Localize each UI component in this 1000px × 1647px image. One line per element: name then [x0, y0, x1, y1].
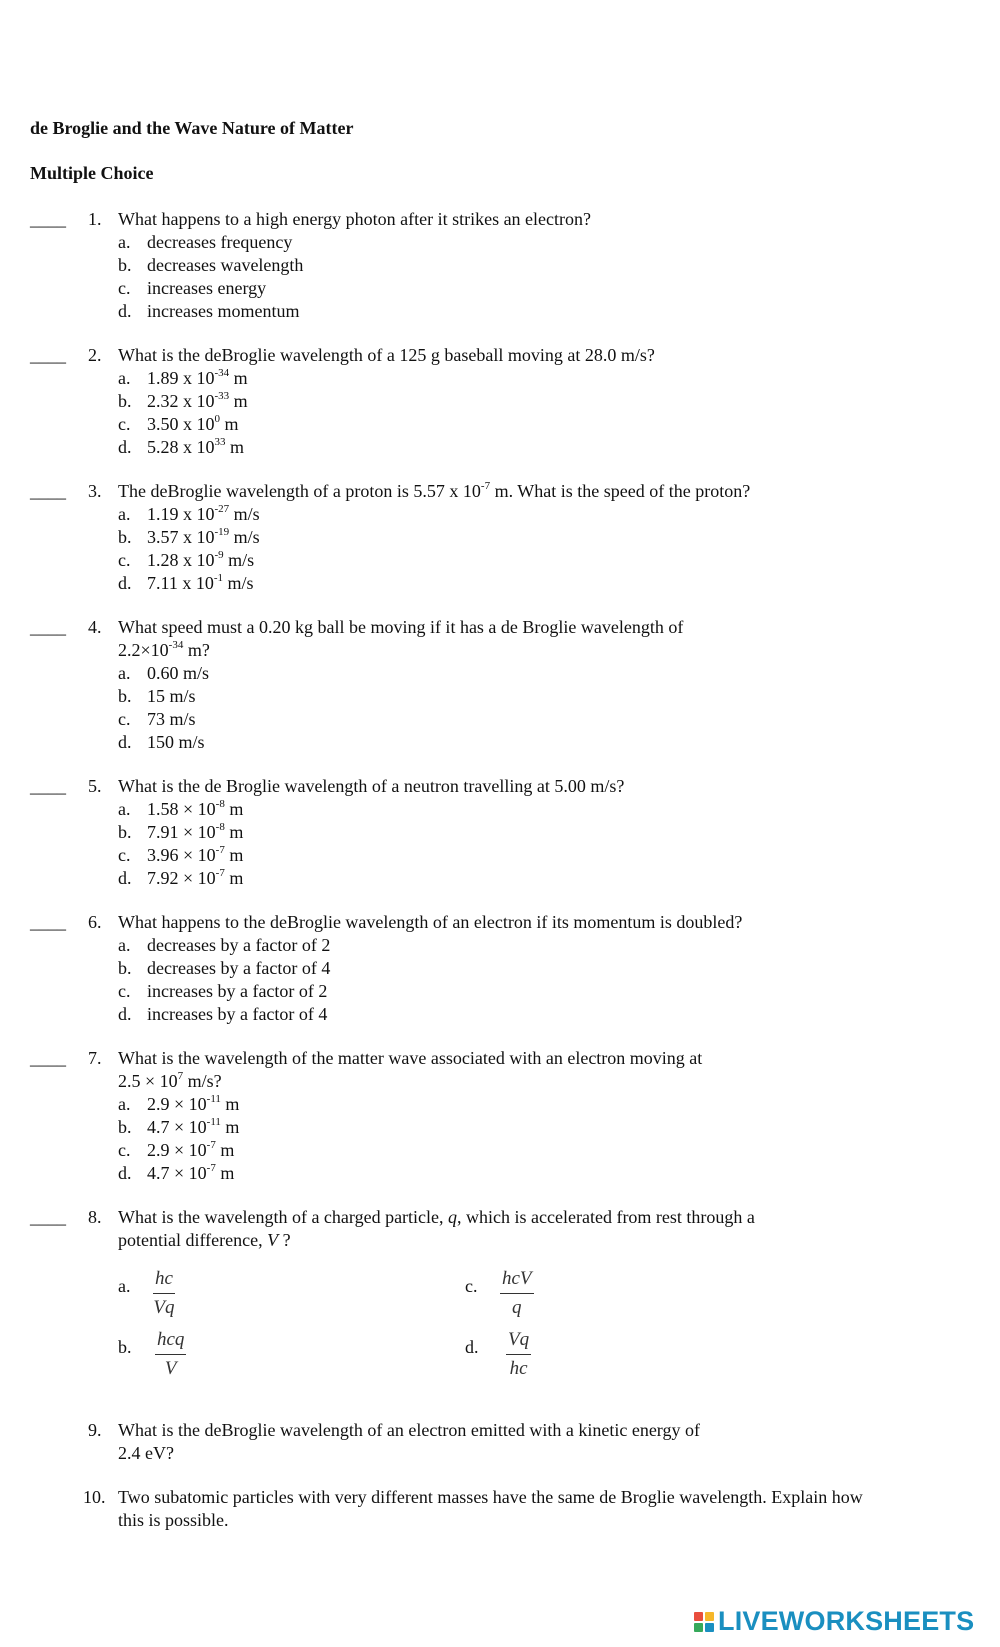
fraction-hcq-over-v — [155, 1329, 186, 1380]
option-text: 1.28 x $10^{-9}$ m/s — [147, 549, 255, 570]
option-text: increases momentum — [147, 301, 300, 321]
logo-block — [705, 1612, 714, 1621]
question-text: Two subatomic particles with very different masses have the same de Broglie wavelength. Explain how — [118, 1487, 863, 1507]
answer-blank[interactable]: ____ — [30, 912, 66, 932]
answer-blank[interactable]: ____ — [30, 776, 66, 796]
option-letter: c. — [118, 1140, 131, 1160]
option-letter: d. — [118, 301, 132, 321]
option-letter: c. — [118, 845, 131, 865]
option-letter: c. — [118, 709, 131, 729]
question-number: 3. — [88, 481, 102, 501]
question-text: What happens to a high energy photon after it strikes an electron? — [118, 209, 592, 229]
option-text: 0.60 m/s — [147, 663, 210, 683]
option-letter: d. — [118, 732, 132, 752]
option-letter: b. — [118, 1337, 132, 1357]
denominator: V — [164, 1358, 177, 1379]
answer-blank[interactable]: ____ — [30, 345, 66, 365]
option-text: 15 m/s — [147, 686, 196, 706]
question-text-continued: potential difference, V ? — [118, 1230, 291, 1250]
question-text: What is the deBroglie wavelength of an electron emitted with a kinetic energy of — [118, 1420, 700, 1440]
question-text: What is the deBroglie wavelength of a 125 g baseball moving at 28.0 m/s? — [118, 345, 655, 365]
numerator: Vq — [508, 1329, 530, 1350]
question-text: What is the wavelength of a charged particle, q, which is accelerated from rest through a — [118, 1207, 755, 1227]
logo-text: LIVEWORKSHEETS — [718, 1606, 975, 1636]
logo-block — [694, 1612, 703, 1621]
option-text: decreases by a factor of 2 — [147, 935, 331, 955]
option-letter: a. — [118, 799, 131, 819]
option-letter: b. — [118, 255, 132, 275]
section-heading: Multiple Choice — [30, 163, 154, 183]
question-text: What happens to the deBroglie wavelength of an electron if its momentum is doubled? — [118, 912, 743, 932]
option-letter: b. — [118, 822, 132, 842]
denominator: hc — [509, 1358, 528, 1379]
option-text: 5.28 x $10^{33}$ m — [147, 436, 245, 457]
option-text: $7.91 \times 10^{-8}$ m — [147, 821, 244, 842]
option-letter: c. — [118, 550, 131, 570]
logo-blocks-icon — [694, 1612, 714, 1632]
question-text: What is the wavelength of the matter wave associated with an electron moving at — [118, 1048, 703, 1068]
option-letter: c. — [118, 414, 131, 434]
numerator: hc — [155, 1268, 173, 1289]
option-letter: d. — [118, 868, 132, 888]
option-text: increases by a factor of 4 — [147, 1004, 328, 1024]
option-text: 2.32 x $10^{-33}$ m — [147, 390, 248, 411]
option-text: $4.7 \times 10^{-11}$ m — [147, 1116, 240, 1137]
option-text: $4.7 \times 10^{-7}$ m — [147, 1162, 235, 1183]
option-letter: a. — [118, 1276, 131, 1296]
option-text: 150 m/s — [147, 732, 205, 752]
option-text: 7.11 x $10^{-1}$ m/s — [147, 572, 254, 593]
fraction-vq-over-hc — [506, 1329, 531, 1380]
option-letter: b. — [118, 1117, 132, 1137]
option-text: 1.89 x $10^{-34}$ m — [147, 367, 248, 388]
option-letter: d. — [118, 437, 132, 457]
question-number: 5. — [88, 776, 102, 796]
option-text: 3.50 x $10^0$ m — [147, 413, 239, 434]
question-text-continued: $2.2\times 10^{-34}$ m? — [118, 639, 210, 660]
option-text: $2.9 \times 10^{-7}$ m — [147, 1139, 235, 1160]
option-letter: d. — [118, 573, 132, 593]
option-text: 73 m/s — [147, 709, 196, 729]
option-text: decreases wavelength — [147, 255, 304, 275]
numerator: hcV — [502, 1268, 532, 1289]
option-letter: c. — [465, 1276, 478, 1296]
option-letter: d. — [118, 1163, 132, 1183]
question-text: What speed must a 0.20 kg ball be moving if it has a de Broglie wavelength of — [118, 617, 684, 637]
question-text-continued: 2.4 eV? — [118, 1443, 174, 1463]
option-letter: a. — [118, 504, 131, 524]
fraction-hc-over-vq — [153, 1268, 175, 1319]
denominator: Vq — [153, 1297, 175, 1318]
question-text: What is the de Broglie wavelength of a neutron travelling at 5.00 m/s? — [118, 776, 625, 796]
question-number: 7. — [88, 1048, 102, 1068]
option-text: $1.58 \times 10^{-8}$ m — [147, 798, 244, 819]
option-letter: a. — [118, 1094, 131, 1114]
liveworksheets-logo[interactable] — [694, 1608, 974, 1635]
option-letter: b. — [118, 958, 132, 978]
question-number: 2. — [88, 345, 102, 365]
option-text: $7.92 \times 10^{-7}$ m — [147, 867, 244, 888]
question-number: 4. — [88, 617, 102, 637]
option-letter: c. — [118, 981, 131, 1001]
option-letter: b. — [118, 686, 132, 706]
question-number: 6. — [88, 912, 102, 932]
option-letter: d. — [118, 1004, 132, 1024]
answer-blank[interactable]: ____ — [30, 1207, 66, 1227]
question-number: 10. — [83, 1487, 106, 1507]
answer-blank[interactable]: ____ — [30, 209, 66, 229]
option-text: increases energy — [147, 278, 267, 298]
question-text: The deBroglie wavelength of a proton is 5.57 x $10^{-7}$ m. What is the speed of the proton? — [118, 480, 751, 501]
option-letter: a. — [118, 368, 131, 388]
option-letter: a. — [118, 663, 131, 683]
question-number: 1. — [88, 209, 102, 229]
question-number: 8. — [88, 1207, 102, 1227]
answer-blank[interactable]: ____ — [30, 481, 66, 501]
option-text: 3.57 x $10^{-19}$ m/s — [147, 526, 260, 547]
option-letter: a. — [118, 232, 131, 252]
answer-blank[interactable]: ____ — [30, 617, 66, 637]
logo-block — [694, 1623, 703, 1632]
answer-blank[interactable]: ____ — [30, 1048, 66, 1068]
question-number: 9. — [88, 1420, 102, 1440]
numerator: hcq — [157, 1329, 185, 1350]
option-text: increases by a factor of 2 — [147, 981, 328, 1001]
option-text: 1.19 x $10^{-27}$ m/s — [147, 503, 260, 524]
option-letter: c. — [118, 278, 131, 298]
option-letter: b. — [118, 527, 132, 547]
option-text: $2.9 \times 10^{-11}$ m — [147, 1093, 240, 1114]
page-title: de Broglie and the Wave Nature of Matter — [30, 118, 354, 138]
question-text-continued: this is possible. — [118, 1510, 229, 1530]
option-text: decreases frequency — [147, 232, 293, 252]
option-letter: a. — [118, 935, 131, 955]
fraction-hcv-over-q — [500, 1268, 534, 1319]
question-text-continued: $2.5 \times 10^7$ m/s? — [118, 1070, 222, 1091]
denominator: q — [512, 1297, 522, 1318]
option-letter: d. — [465, 1337, 479, 1357]
option-text: decreases by a factor of 4 — [147, 958, 331, 978]
option-text: $3.96 \times 10^{-7}$ m — [147, 844, 244, 865]
logo-block — [705, 1623, 714, 1632]
option-letter: b. — [118, 391, 132, 411]
